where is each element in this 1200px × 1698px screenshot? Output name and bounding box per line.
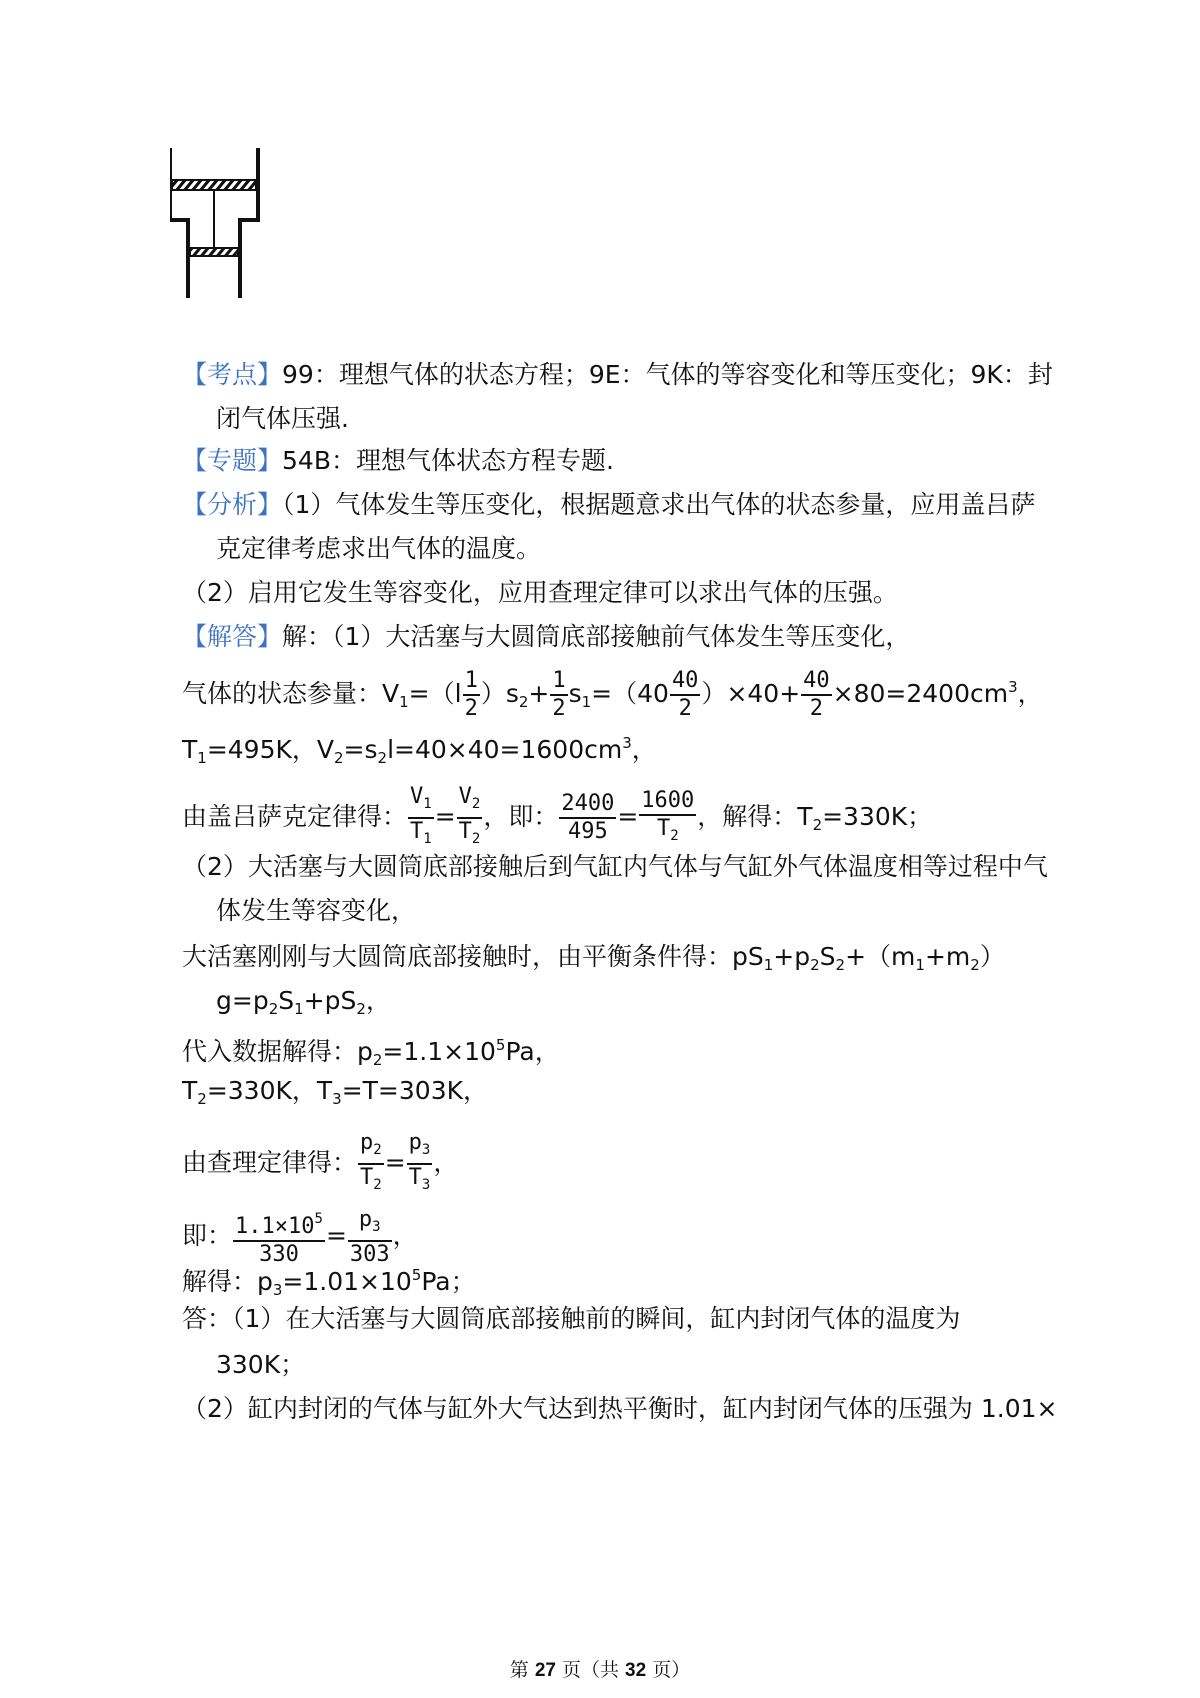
jieda-tag: 【解答】: [182, 622, 283, 651]
fenxi-line-2: [216, 532, 541, 566]
fenxi-tag: 【分析】: [182, 490, 283, 519]
cylinder-piston-diagram: [170, 148, 270, 300]
fenxi-text-3: （2）启用它发生等容变化，应用查理定律可以求出气体的压强。: [182, 578, 898, 607]
fraction-v1-t1: $\frac{V_1}{T_1}$: [410, 784, 432, 847]
kaodian-text-cont: 闭气体压强.: [216, 404, 349, 433]
fraction-2400-495: $\frac{2400}{495}$: [561, 791, 615, 844]
jieda-line-1: [182, 620, 910, 654]
t2-t3-line: $T_2=330K$，$T_3=T=303K$，: [182, 1076, 488, 1108]
part2-line-1: （2）大活塞与大圆筒底部接触后到气缸内气体与气缸外气体温度相等过程中气: [182, 852, 1048, 881]
kaodian-tag: 【考点】: [182, 360, 283, 389]
fenxi-line-3: [182, 576, 898, 610]
page-number: 27: [534, 1660, 556, 1681]
fraction-40-2: $\frac{40}{2}$: [671, 668, 699, 721]
fraction-1600-t2: $\frac{1600}{T_2}$: [641, 787, 695, 844]
charles-line: 由查理定律得： $\frac{p_2}{T_2}$ = $\frac{p_3}{T_3}$ ，: [182, 1130, 458, 1198]
answer-line-2: 330K；: [216, 1350, 306, 1379]
fenxi-text-cont: 克定律考虑求出气体的温度。: [216, 534, 542, 563]
fraction-half-2: $\frac{1}{2}$: [552, 668, 566, 721]
result-p3-line: 解得：$p_3=1.01\times 10^5Pa$；: [182, 1266, 476, 1299]
zhuanti-line: [182, 444, 614, 478]
balance-line-2: $g=p_2S_1+pS_2$，: [216, 986, 391, 1018]
state-params-line: 气体的状态参量：$V_1=(l$ $\frac{1}{2}$ ）$s_2+$ $\frac{1}{2}$ $s_1=(40$ $\frac{40}{2}$ ）×40+ $\frac{40}{2}$ $\times 80=2400cm^3$，: [182, 668, 1043, 721]
kaodian-text: 99：理想气体的状态方程；9E：气体的等容变化和等压变化；9K：封: [282, 360, 1053, 389]
part2-line-2: 体发生等容变化，: [216, 896, 417, 925]
zhuanti-tag: 【专题】: [182, 446, 283, 475]
gay-lussac-line: 由盖吕萨克定律得： $\frac{V_1}{T_1}$ = $\frac{V_2}{T_2}$ ，即： $\frac{2400}{495}$ = $\frac{1600}{T_2}$ ，解得：$T_2=330K$；: [182, 784, 932, 852]
kaodian-line-1: [182, 358, 1053, 392]
fenxi-line-1: [182, 488, 1035, 522]
kaodian-line-2: [216, 402, 349, 436]
fraction-40-2b: $\frac{40}{2}$: [803, 668, 830, 721]
substitution-fraction-line: 即： $\frac{1.1\times 10^5}{330}$ = $\frac{p_3}{303}$ ，: [182, 1206, 418, 1267]
jieda-text: 解：（1）大活塞与大圆筒底部接触前气体发生等压变化，: [282, 622, 911, 651]
fraction-v2-t2: $\frac{V_2}{T_2}$: [458, 784, 481, 847]
fraction-p2-t2: $\frac{p_2}{T_2}$: [360, 1130, 382, 1193]
answer-line-1: 答：（1）在大活塞与大圆筒底部接触前的瞬间，缸内封闭气体的温度为: [182, 1304, 961, 1333]
t1-v2-line: $T_1=495K$，$V_2=s_2l=40\times 40=1600cm^3$，: [182, 734, 657, 767]
page-total: 32: [625, 1660, 647, 1681]
balance-line-1: 大活塞刚刚与大圆筒底部接触时，由平衡条件得：$pS_1+p_2S_2+(m_1+m_2)$: [182, 942, 1005, 974]
fenxi-text: （1）气体发生等压变化，根据题意求出气体的状态参量，应用盖吕萨: [282, 490, 1036, 519]
fraction-11e5-330: $\frac{1.1\times 10^5}{330}$: [233, 1206, 325, 1268]
zhuanti-text: 54B：理想气体状态方程专题.: [282, 446, 614, 475]
fraction-p3-t3: $\frac{p_3}{T_3}$: [408, 1130, 431, 1193]
page-footer: 第 27 页（共 32 页）: [509, 1659, 691, 1681]
fraction-p3-303: $\frac{p_3}{303}$: [349, 1206, 390, 1267]
fraction-half: $\frac{1}{2}$: [464, 668, 478, 721]
substitute-line: 代入数据解得：$p_2=1.1\times 10^5Pa$，: [182, 1036, 560, 1069]
answer-line-3: （2）缸内封闭的气体与缸外大气达到热平衡时，缸内封闭气体的压强为 1.01×: [182, 1394, 1058, 1423]
